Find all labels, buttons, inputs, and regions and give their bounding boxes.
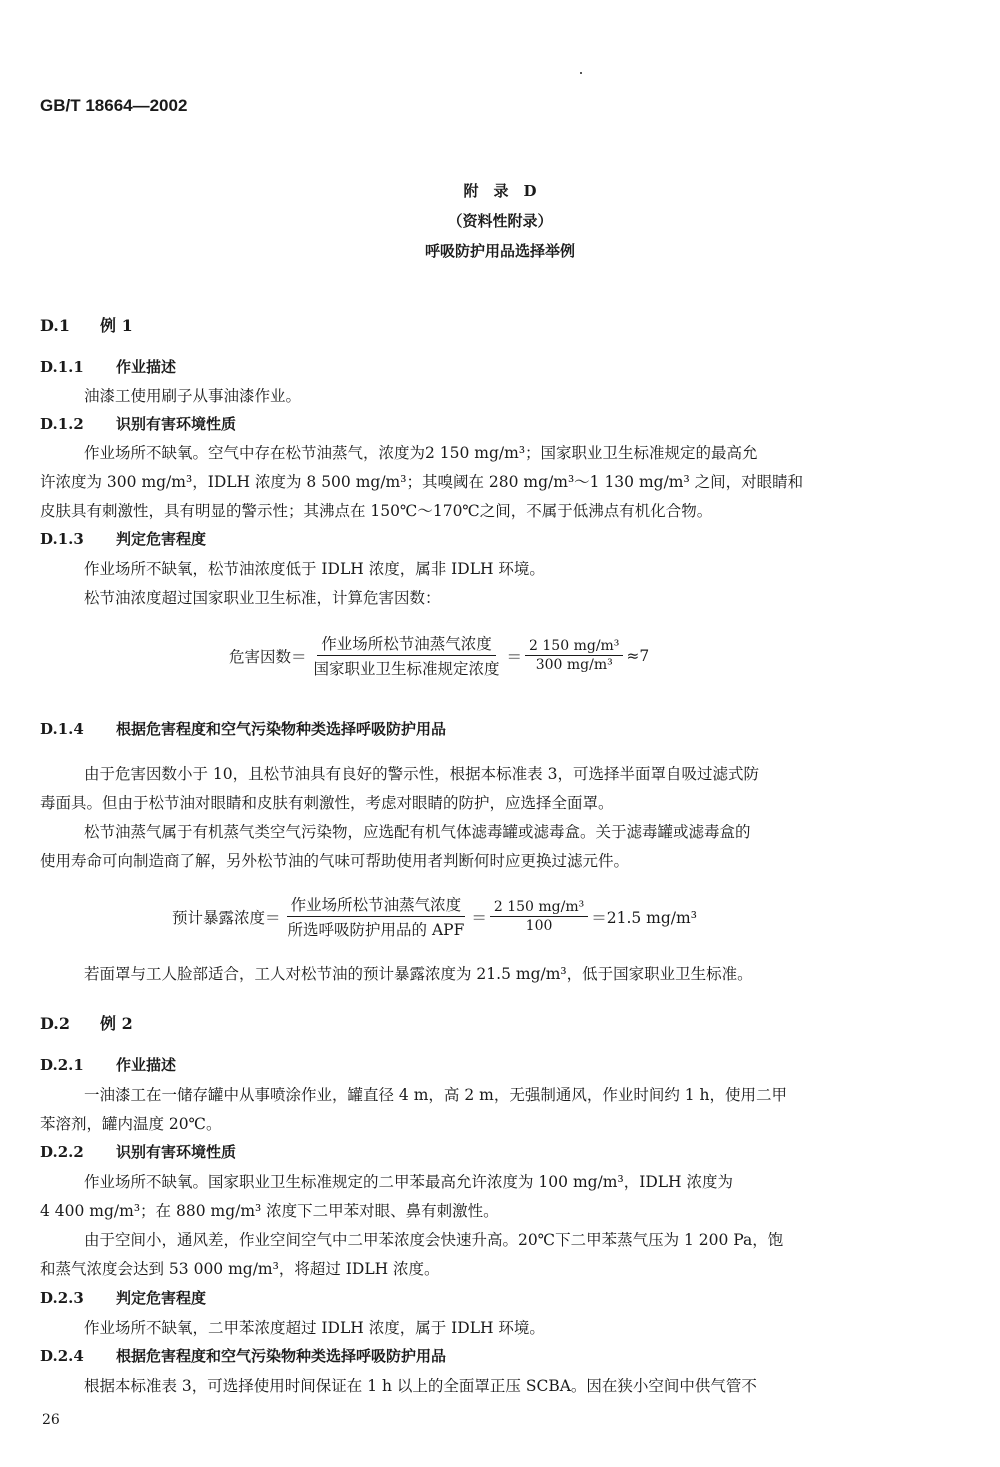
formula-hazard-factor bbox=[229, 632, 649, 679]
paragraph-line: 作业场所不缺氧。空气中存在松节油蒸气，浓度为2 150 mg/m³；国家职业卫生标准规定的最高允 bbox=[84, 444, 758, 462]
subsection-title: 作业描述 bbox=[116, 358, 177, 376]
paragraph: 油漆工使用刷子从事油漆作业。 bbox=[84, 387, 302, 405]
paragraph-line: 皮肤具有刺激性，具有明显的警示性；其沸点在 150℃～170℃之间，不属于低沸点有机化合物。 bbox=[40, 502, 713, 520]
subsection-title: 识别有害环境性质 bbox=[116, 415, 237, 433]
numerator: 2 150 mg/m³ bbox=[490, 899, 588, 917]
subsection-title: 根据危害程度和空气污染物种类选择呼吸防护用品 bbox=[116, 1347, 447, 1365]
subsection-title: 判定危害程度 bbox=[116, 530, 207, 548]
subsection-heading-d1-4 bbox=[40, 718, 446, 739]
subsection-heading-d1-1 bbox=[40, 356, 176, 377]
paragraph-line: 根据本标准表 3，可选择使用时间保证在 1 h 以上的全面罩正压 SCBA。因在狭小空间中供气管不 bbox=[84, 1377, 757, 1395]
paragraph-line: 4 400 mg/m³；在 880 mg/m³ 浓度下二甲苯对眼、鼻有刺激性。 bbox=[40, 1202, 499, 1220]
fraction bbox=[284, 893, 469, 940]
subsection-number: D.2.3 bbox=[40, 1289, 84, 1307]
paragraph-line: 苯溶剂，罐内温度 20℃。 bbox=[40, 1115, 222, 1133]
denominator: 100 bbox=[525, 918, 553, 934]
subsection-heading-d2-1 bbox=[40, 1054, 176, 1075]
scan-speck bbox=[580, 72, 582, 74]
section-number: D.1 bbox=[40, 316, 71, 335]
fraction bbox=[310, 632, 504, 679]
denominator: 所选呼吸防护用品的 APF bbox=[287, 921, 465, 939]
numerator: 作业场所松节油蒸气浓度 bbox=[287, 893, 466, 917]
appendix-type: （资料性附录） bbox=[447, 212, 553, 230]
paragraph: 若面罩与工人脸部适合，工人对松节油的预计暴露浓度为 21.5 mg/m³，低于国家职业卫生标准。 bbox=[84, 965, 753, 983]
subsection-title: 判定危害程度 bbox=[116, 1289, 207, 1307]
subsection-heading-d2-4 bbox=[40, 1345, 446, 1366]
subsection-number: D.1.1 bbox=[40, 358, 84, 376]
denominator: 300 mg/m³ bbox=[535, 657, 613, 673]
section-heading-d1 bbox=[40, 313, 133, 336]
subsection-heading-d1-2 bbox=[40, 413, 236, 434]
numerator: 2 150 mg/m³ bbox=[525, 638, 623, 656]
formula-result: ＝21.5 mg/m³ bbox=[591, 908, 697, 927]
section-heading-d2 bbox=[40, 1011, 133, 1034]
standard-number: GB/T 18664—2002 bbox=[40, 96, 188, 115]
formula-label: 危害因数＝ bbox=[229, 647, 307, 666]
paragraph-line: 和蒸气浓度会达到 53 000 mg/m³，将超过 IDLH 浓度。 bbox=[40, 1260, 440, 1278]
section-title: 例 2 bbox=[100, 1014, 133, 1033]
subsection-title: 根据危害程度和空气污染物种类选择呼吸防护用品 bbox=[116, 720, 447, 738]
paragraph: 作业场所不缺氧，二甲苯浓度超过 IDLH 浓度，属于 IDLH 环境。 bbox=[84, 1319, 545, 1337]
formula-exposure bbox=[172, 893, 697, 940]
subsection-number: D.1.2 bbox=[40, 415, 84, 433]
subsection-title: 作业描述 bbox=[116, 1056, 177, 1074]
paragraph-line: 由于空间小，通风差，作业空间空气中二甲苯浓度会快速升高。20℃下二甲苯蒸气压为 1 200 Pa，饱 bbox=[84, 1231, 784, 1249]
subsection-number: D.2.1 bbox=[40, 1056, 84, 1074]
subsection-heading-d1-3 bbox=[40, 528, 206, 549]
formula-result: ≈7 bbox=[626, 646, 650, 665]
section-title: 例 1 bbox=[100, 316, 133, 335]
subsection-heading-d2-3 bbox=[40, 1287, 206, 1308]
paragraph-line: 使用寿命可向制造商了解，另外松节油的气味可帮助使用者判断何时应更换过滤元件。 bbox=[40, 852, 630, 870]
formula-label: 预计暴露浓度＝ bbox=[172, 908, 281, 927]
fraction bbox=[525, 638, 623, 673]
subsection-number: D.2.4 bbox=[40, 1347, 84, 1365]
fraction bbox=[490, 899, 588, 934]
paragraph: 松节油浓度超过国家职业卫生标准，计算危害因数： bbox=[84, 589, 441, 607]
numerator: 作业场所松节油蒸气浓度 bbox=[317, 632, 496, 656]
subsection-number: D.1.3 bbox=[40, 530, 84, 548]
paragraph-line: 一油漆工在一储存罐中从事喷涂作业，罐直径 4 m，高 2 m，无强制通风，作业时间约 1 h，使用二甲 bbox=[84, 1086, 788, 1104]
appendix-label: 附 录 D bbox=[463, 182, 537, 200]
paragraph-line: 作业场所不缺氧。国家职业卫生标准规定的二甲苯最高允许浓度为 100 mg/m³，IDLH 浓度为 bbox=[84, 1173, 733, 1191]
equals-sign: ＝ bbox=[471, 908, 487, 927]
appendix-title: 呼吸防护用品选择举例 bbox=[424, 242, 575, 260]
subsection-number: D.2.2 bbox=[40, 1143, 84, 1161]
subsection-heading-d2-2 bbox=[40, 1141, 236, 1162]
page-number: 26 bbox=[42, 1412, 60, 1428]
paragraph-line: 许浓度为 300 mg/m³，IDLH 浓度为 8 500 mg/m³；其嗅阈在 280 mg/m³～1 130 mg/m³ 之间，对眼睛和 bbox=[40, 473, 804, 491]
subsection-title: 识别有害环境性质 bbox=[116, 1143, 237, 1161]
paragraph-line: 由于危害因数小于 10，且松节油具有良好的警示性，根据本标准表 3，可选择半面罩自吸过滤式防 bbox=[84, 765, 759, 783]
subsection-number: D.1.4 bbox=[40, 720, 84, 738]
paragraph-line: 毒面具。但由于松节油对眼睛和皮肤有刺激性，考虑对眼睛的防护，应选择全面罩。 bbox=[40, 794, 614, 812]
paragraph: 作业场所不缺氧，松节油浓度低于 IDLH 浓度，属非 IDLH 环境。 bbox=[84, 560, 545, 578]
section-number: D.2 bbox=[40, 1014, 71, 1033]
paragraph-line: 松节油蒸气属于有机蒸气类空气污染物，应选配有机气体滤毒罐或滤毒盒。关于滤毒罐或滤毒盒的 bbox=[84, 823, 751, 841]
denominator: 国家职业卫生标准规定浓度 bbox=[313, 660, 500, 678]
equals-sign: ＝ bbox=[506, 647, 523, 666]
